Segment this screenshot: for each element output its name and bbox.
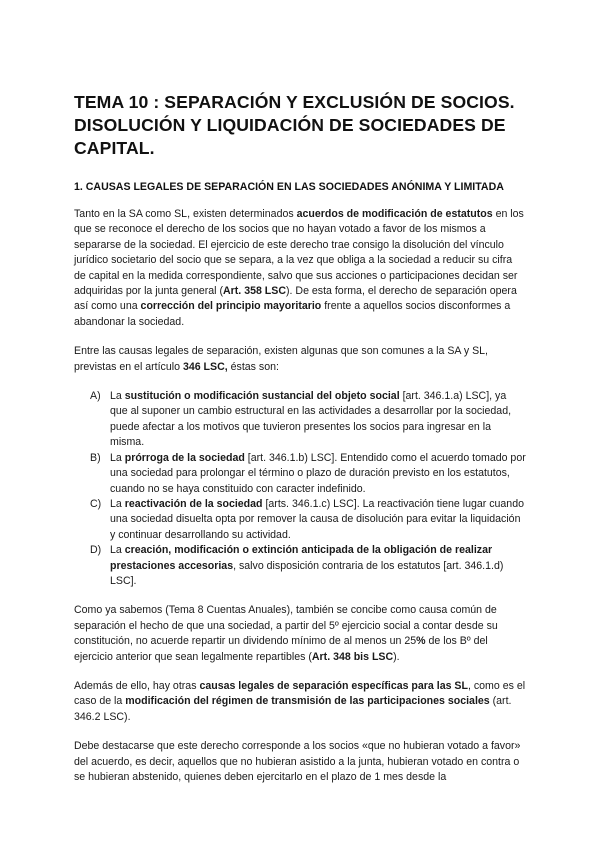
list-label: B)	[90, 451, 101, 464]
bold-text: corrección del principio mayoritario	[140, 300, 322, 313]
text-run: Como ya sabemos (Tema 8 Cuentas Anuales), también se concibe como causa común de separación el hecho de que una sociedad, a partir del 5º ejercicio social a contar desde su constitución, no acuerde repartir un dividendo mínimo de al menos un 25	[74, 604, 498, 648]
bold-text: creación, modificación o extinción anticipada de la obligación de realizar prestaciones accesorias	[110, 544, 493, 572]
text-run: ). De esta forma, el derecho de separación opera así como una	[74, 285, 517, 313]
text-run: La	[110, 544, 125, 557]
paragraph-right-holders: Debe destacarse que este derecho corresponde a los socios «que no hubieran votado a favor» del acuerdo, es decir, aquellos que no hubieran asistido a la junta, hubieran votado en contra o se hubieran abstenido, quienes deben ejercitarlo en el plazo de 1 mes desde la	[74, 740, 521, 783]
text-run: [art. 346.1.b) LSC]. Entendido como el acuerdo tomado por una sociedad para prolongar el término o plazo de duración previsto en los estatutos, cuando no se haya constituido con caracter indefinido.	[110, 451, 526, 495]
text-run: La	[110, 451, 125, 464]
text-run: Entre las causas legales de separación, existen algunas que son comunes a la SA y SL, previstas en el artículo	[74, 345, 488, 373]
list-label: D)	[90, 544, 102, 557]
list-item	[90, 389, 526, 451]
text-run: [arts. 346.1.c) LSC]. La reactivación tiene lugar cuando una sociedad disuelta opta por remover la causa de disolución para evitar la liquidación y continuar desarrollando su actividad.	[110, 497, 524, 541]
text-run: frente a aquellos socios disconformes a abandonar la sociedad.	[74, 300, 511, 328]
paragraph-dividend	[74, 603, 526, 665]
bold-text: 346 LSC,	[182, 360, 228, 373]
page-title: TEMA 10 : SEPARACIÓN Y EXCLUSIÓN DE SOCIOS. DISOLUCIÓN Y LIQUIDACIÓN DE SOCIEDADES DE CAPITAL.	[74, 92, 515, 158]
text-run: (art. 346.2 LSC).	[74, 695, 512, 723]
text-run: La	[110, 390, 125, 403]
paragraph-specific-causes	[74, 679, 526, 725]
text-run: , salvo disposición contraria de los estatutos [art. 346.1.d) LSC].	[110, 559, 504, 587]
causes-list	[74, 389, 526, 589]
bold-text: Art. 358 LSC	[223, 285, 286, 298]
list-item	[90, 497, 526, 543]
paragraph-intro	[74, 207, 526, 330]
text-run: en los que se reconoce el derecho de los socios que no hayan votado a favor de los mismos a separarse de la sociedad. El ejercicio de este derecho trae consigo la disolución del vínculo jurídico societario del socio que se separa, a la vez que obliga a la sociedad a reducir su cifra de capital en la medida correspondiente, salvo que sus acciones o participaciones decidan ser adquiridas por la junta general (	[74, 208, 524, 298]
bold-text: causas legales de separación específicas para las SL	[199, 679, 468, 692]
bold-text: prórroga de la sociedad	[124, 451, 245, 464]
bold-text: %	[416, 635, 426, 648]
text-run: Tanto en la SA como SL, existen determinados	[74, 208, 297, 220]
text-run: [art. 346.1.a) LSC], ya que al suponer un cambio estructural en las actividades a desarrollar por la sociedad, puede afectar a los motivos que tuvieron presentes los socios para ingresar en la misma.	[110, 390, 512, 449]
bold-text: Art. 348 bis LSC	[311, 650, 394, 663]
text-run: La	[110, 497, 125, 510]
bold-text: reactivación de la sociedad	[124, 497, 263, 510]
paragraph-causes-intro	[74, 344, 526, 375]
bold-text: acuerdos de modificación de estatutos	[296, 208, 493, 220]
text-run: ).	[393, 650, 400, 663]
section-heading: 1. CAUSAS LEGALES DE SEPARACIÓN EN LAS SOCIEDADES ANÓNIMA Y LIMITADA	[74, 181, 504, 193]
text-run: , como es el caso de la	[74, 679, 526, 708]
bold-text: sustitución o modificación sustancial del objeto social	[124, 390, 400, 403]
list-label: A)	[90, 390, 101, 403]
list-item	[90, 451, 526, 497]
text-run: de los Bº del ejercicio anterior que sean legalmente repartibles (	[74, 635, 488, 663]
list-item	[90, 543, 526, 589]
list-label: C)	[90, 497, 102, 510]
text-run: Además de ello, hay otras	[74, 679, 200, 692]
bold-text: modificación del régimen de transmisión de las participaciones sociales	[125, 695, 490, 708]
text-run: éstas son:	[227, 360, 279, 373]
